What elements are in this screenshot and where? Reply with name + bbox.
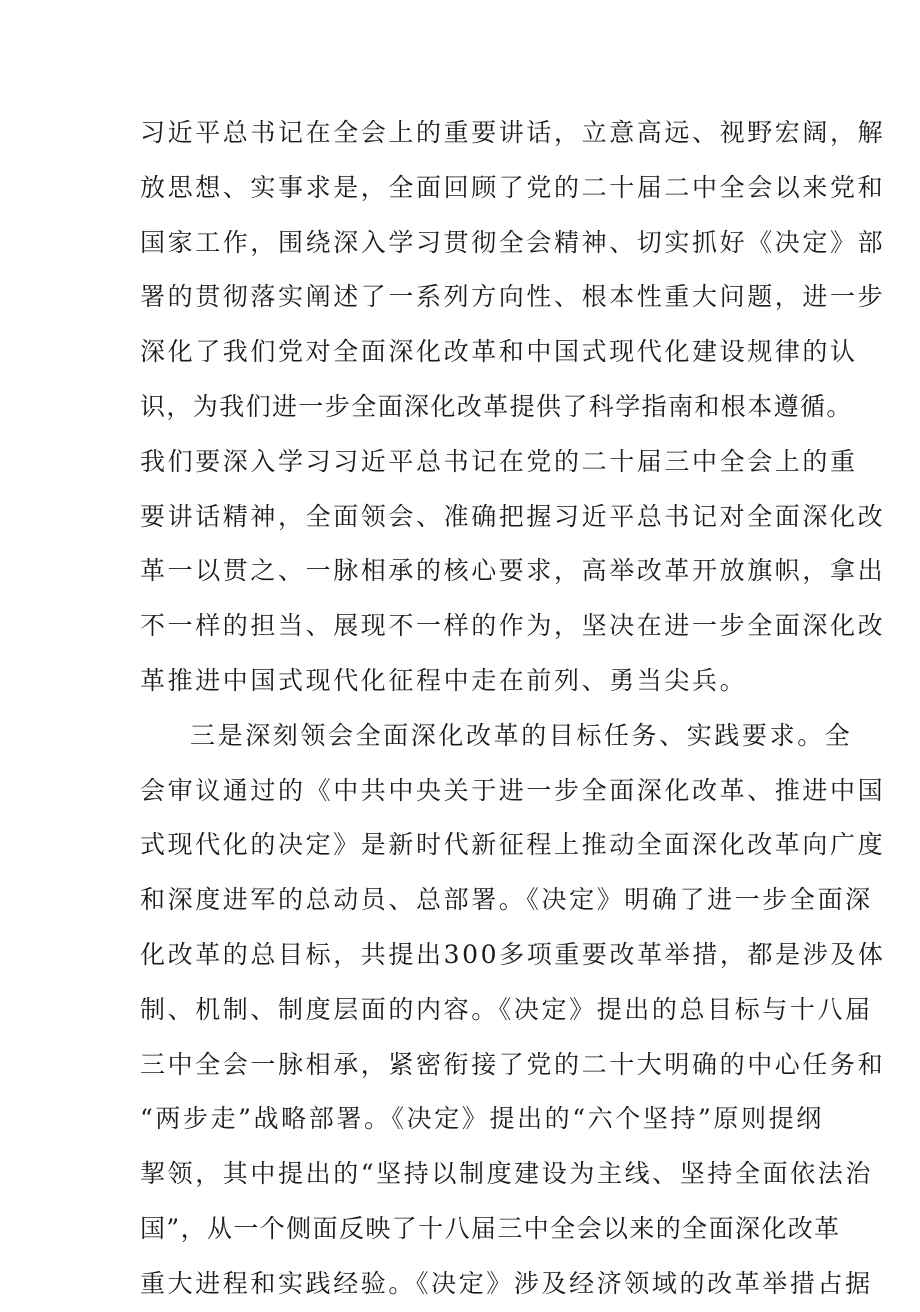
- text-line: 习近平总书记在全会上的重要讲话，立意高远、视野宏阔，解: [140, 118, 886, 147]
- text-line: 国家工作，围绕深入学习贯彻全会精神、切实抓好《决定》部: [140, 227, 886, 257]
- text-line: 深化了我们党对全面深化改革和中国式现代化建设规律的认: [140, 337, 858, 367]
- text-line: 国”，从一个侧面反映了十八届三中全会以来的全面深化改革: [140, 1213, 841, 1243]
- paragraph-2: [140, 709, 886, 1312]
- text-line: 革推进中国式现代化征程中走在前列、勇当尖兵。: [140, 665, 748, 695]
- text-line: 制、机制、制度层面的内容。《决定》提出的总目标与十八届: [140, 994, 873, 1024]
- text-line: 挈领，其中提出的“坚持以制度建设为主线、坚持全面依法治: [140, 1159, 873, 1189]
- text-line: 化改革的总目标，共提出300多项重要改革举措，都是涉及体: [140, 939, 886, 969]
- text-line: 识，为我们进一步全面深化改革提供了科学指南和根本遵循。: [140, 391, 853, 421]
- text-line: 式现代化的决定》是新时代新征程上推动全面深化改革向广度: [140, 830, 886, 860]
- text-line: 会审议通过的《中共中央关于进一步全面深化改革、推进中国: [140, 775, 886, 805]
- paragraph-1: [140, 106, 886, 709]
- text-line: 放思想、实事求是，全面回顾了党的二十届二中全会以来党和: [140, 172, 886, 202]
- text-line: 我们要深入学习习近平总书记在党的二十届三中全会上的重: [140, 446, 858, 476]
- text-line: 革一以贯之、一脉相承的核心要求，高举改革开放旗帜，拿出: [140, 556, 886, 586]
- text-line: 三是深刻领会全面深化改革的目标任务、实践要求。全: [190, 720, 853, 750]
- body-text: [140, 106, 886, 1312]
- text-line: 重大进程和实践经验。《决定》涉及经济领域的改革举措占据: [140, 1268, 873, 1298]
- text-line: 署的贯彻落实阐述了一系列方向性、根本性重大问题，进一步: [140, 282, 886, 312]
- text-line: “两步走”战略部署。《决定》提出的“六个坚持”原则提纲: [140, 1104, 824, 1134]
- text-line: 三中全会一脉相承，紧密衔接了党的二十大明确的中心任务和: [140, 1049, 886, 1079]
- text-line: 要讲话精神，全面领会、准确把握习近平总书记对全面深化改: [140, 501, 886, 531]
- text-line: 和深度进军的总动员、总部署。《决定》明确了进一步全面深: [140, 885, 873, 915]
- text-line: 不一样的担当、展现不一样的作为，坚决在进一步全面深化改: [140, 611, 886, 641]
